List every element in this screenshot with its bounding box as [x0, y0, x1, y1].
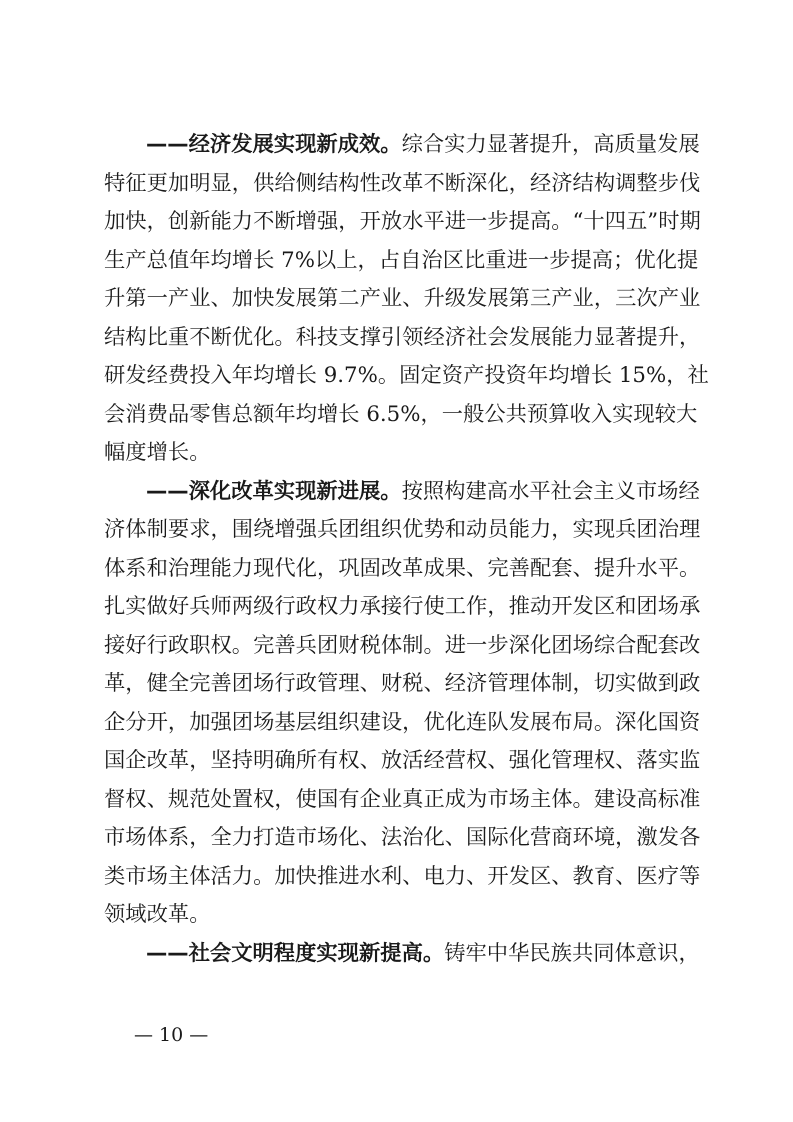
paragraph-2-line-2: 济体制要求，围绕增强兵团组织优势和动员能力，实现兵团治理	[104, 517, 701, 542]
paragraph-1-line-6: 结构比重不断优化。科技支撑引领经济社会发展能力显著提升，	[104, 324, 701, 350]
paragraph-2-line-9: 督权、规范处置权，使国有企业真正成为市场主体。建设高标准	[104, 786, 701, 812]
paragraph-2-line-1	[104, 473, 700, 512]
paragraph-1-line-2: 特征更加明显，供给侧结构性改革不断深化，经济结构调整步伐	[104, 170, 701, 196]
paragraph-3-heading: ——社会文明程度实现新提高。	[146, 940, 445, 966]
paragraph-3-text: 铸牢中华民族共同体意识，	[444, 940, 700, 966]
paragraph-1-line-1	[104, 126, 700, 165]
paragraph-1-text: 综合实力显著提升，高质量发展	[401, 132, 700, 157]
document-body	[104, 126, 709, 973]
paragraph-2-line-7: 企分开，加强团场基层组织建设，优化连队发展布局。深化国资	[104, 709, 701, 735]
paragraph-2-heading: ——深化改革实现新进展。	[146, 478, 402, 504]
paragraph-2-line-12: 领域改革。	[104, 902, 211, 927]
paragraph-2-line-8: 国企改革，坚持明确所有权、放活经营权、强化管理权、落实监	[104, 748, 701, 773]
paragraph-2-line-5: 接好行政职权。完善兵团财税体制。进一步深化团场综合配套改	[104, 632, 701, 658]
paragraph-2-line-11: 类市场主体活力。加快推进水利、电力、开发区、教育、医疗等	[104, 863, 701, 889]
paragraph-1-heading: ——经济发展实现新成效。	[146, 132, 402, 157]
paragraph-1-line-7: 研发经费投入年均增长 9.7%。固定资产投资年均增长 15%，社	[104, 363, 709, 388]
paragraph-1-line-5: 升第一产业、加快发展第二产业、升级发展第三产业，三次产业	[104, 286, 701, 311]
paragraph-3-line-1	[104, 935, 700, 974]
page-number: — 10 —	[134, 1024, 209, 1046]
paragraph-2-line-3: 体系和治理能力现代化，巩固改革成果、完善配套、提升水平。	[104, 555, 701, 581]
paragraph-1-line-8: 会消费品零售总额年均增长 6.5%，一般公共预算收入实现较大	[104, 401, 698, 427]
paragraph-1-line-4: 生产总值年均增长 7%以上，占自治区比重进一步提高；优化提	[104, 247, 699, 273]
paragraph-1-line-3: 加快，创新能力不断增强，开放水平进一步提高。“十四五”时期	[104, 209, 701, 234]
paragraph-1-line-9: 幅度增长。	[104, 440, 211, 465]
paragraph-2-text: 按照构建高水平社会主义市场经	[401, 478, 700, 504]
paragraph-2-line-10: 市场体系，全力打造市场化、法治化、国际化营商环境，激发各	[104, 825, 701, 850]
paragraph-2-line-6: 革，健全完善团场行政管理、财税、经济管理体制，切实做到政	[104, 671, 701, 696]
paragraph-2-line-4: 扎实做好兵师两级行政权力承接行使工作，推动开发区和团场承	[104, 594, 701, 619]
